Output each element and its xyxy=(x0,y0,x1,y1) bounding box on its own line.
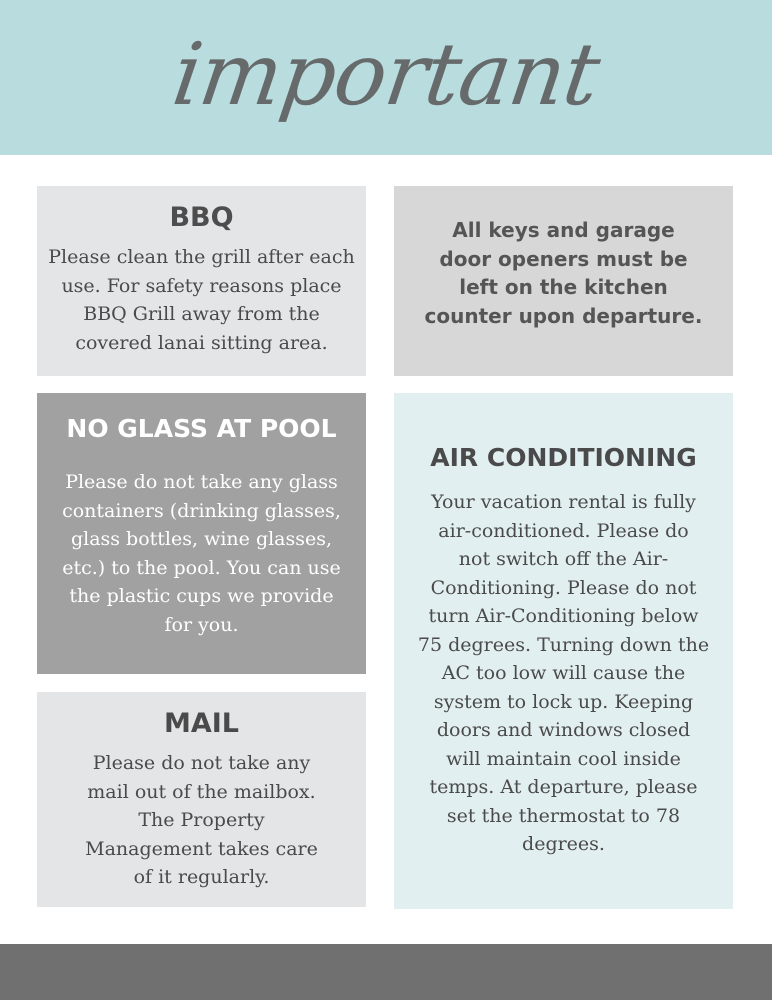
header-band xyxy=(0,0,772,155)
bbq-line: Please clean the grill after each xyxy=(48,246,355,268)
air-conditioning-line: Conditioning. Please do not xyxy=(430,576,697,599)
air-conditioning-line: 75 degrees. Turning down the xyxy=(417,633,710,656)
air-conditioning-line: not switch off the Air- xyxy=(458,548,669,570)
mail-card xyxy=(37,692,366,907)
no-glass-card xyxy=(37,393,366,674)
mail-line: Management takes care xyxy=(85,837,318,860)
bbq-line: covered lanai sitting area. xyxy=(75,331,328,354)
air-conditioning-line: system to lock up. Keeping xyxy=(433,690,694,713)
page-title: important xyxy=(167,25,605,125)
bbq-line: use. For safety reasons place xyxy=(61,274,342,297)
bbq-heading: BBQ xyxy=(169,202,234,233)
air-conditioning-line: doors and windows closed xyxy=(436,719,691,741)
air-conditioning-line: Your vacation rental is fully xyxy=(431,491,696,513)
air-conditioning-line: turn Air-Conditioning below xyxy=(428,605,699,627)
keys-line: door openers must be xyxy=(439,246,688,271)
no-glass-line: the plastic cups we provide xyxy=(69,585,334,607)
no-glass-body xyxy=(37,468,366,639)
air-conditioning-line: temps. At departure, please xyxy=(429,776,698,798)
keys-line: counter upon departure. xyxy=(424,303,703,328)
mail-line: Please do not take any xyxy=(92,752,311,774)
mail-body xyxy=(37,749,366,892)
air-conditioning-line: will maintain cool inside xyxy=(446,747,681,770)
mail-line: The Property xyxy=(138,809,265,831)
air-conditioning-card xyxy=(394,393,733,909)
keys-line: All keys and garage xyxy=(452,218,675,242)
mail-line: of it regularly. xyxy=(133,866,270,888)
no-glass-heading: NO GLASS AT POOL xyxy=(66,414,337,443)
no-glass-line: for you. xyxy=(164,613,239,636)
air-conditioning-body xyxy=(394,488,733,859)
air-conditioning-line: set the thermostat to 78 xyxy=(446,804,681,827)
no-glass-line: Please do not take any glass xyxy=(65,471,338,493)
keys-card xyxy=(394,186,733,376)
no-glass-line: etc.) to the pool. You can use xyxy=(62,556,341,579)
bbq-body xyxy=(37,243,366,357)
footer-band xyxy=(0,944,772,1000)
no-glass-line: containers (drinking glasses, xyxy=(62,499,341,522)
air-conditioning-line: degrees. xyxy=(522,833,605,855)
no-glass-line: glass bottles, wine glasses, xyxy=(70,528,333,550)
mail-heading: MAIL xyxy=(163,708,239,739)
bbq-card xyxy=(37,186,366,376)
air-conditioning-line: air-conditioned. Please do xyxy=(438,519,689,542)
air-conditioning-heading: AIR CONDITIONING xyxy=(430,443,697,472)
mail-line: mail out of the mailbox. xyxy=(87,780,316,803)
bbq-line: BBQ Grill away from the xyxy=(83,303,320,325)
keys-line: left on the kitchen xyxy=(459,275,668,299)
keys-text xyxy=(394,216,733,330)
air-conditioning-line: AC too low will cause the xyxy=(441,662,686,684)
